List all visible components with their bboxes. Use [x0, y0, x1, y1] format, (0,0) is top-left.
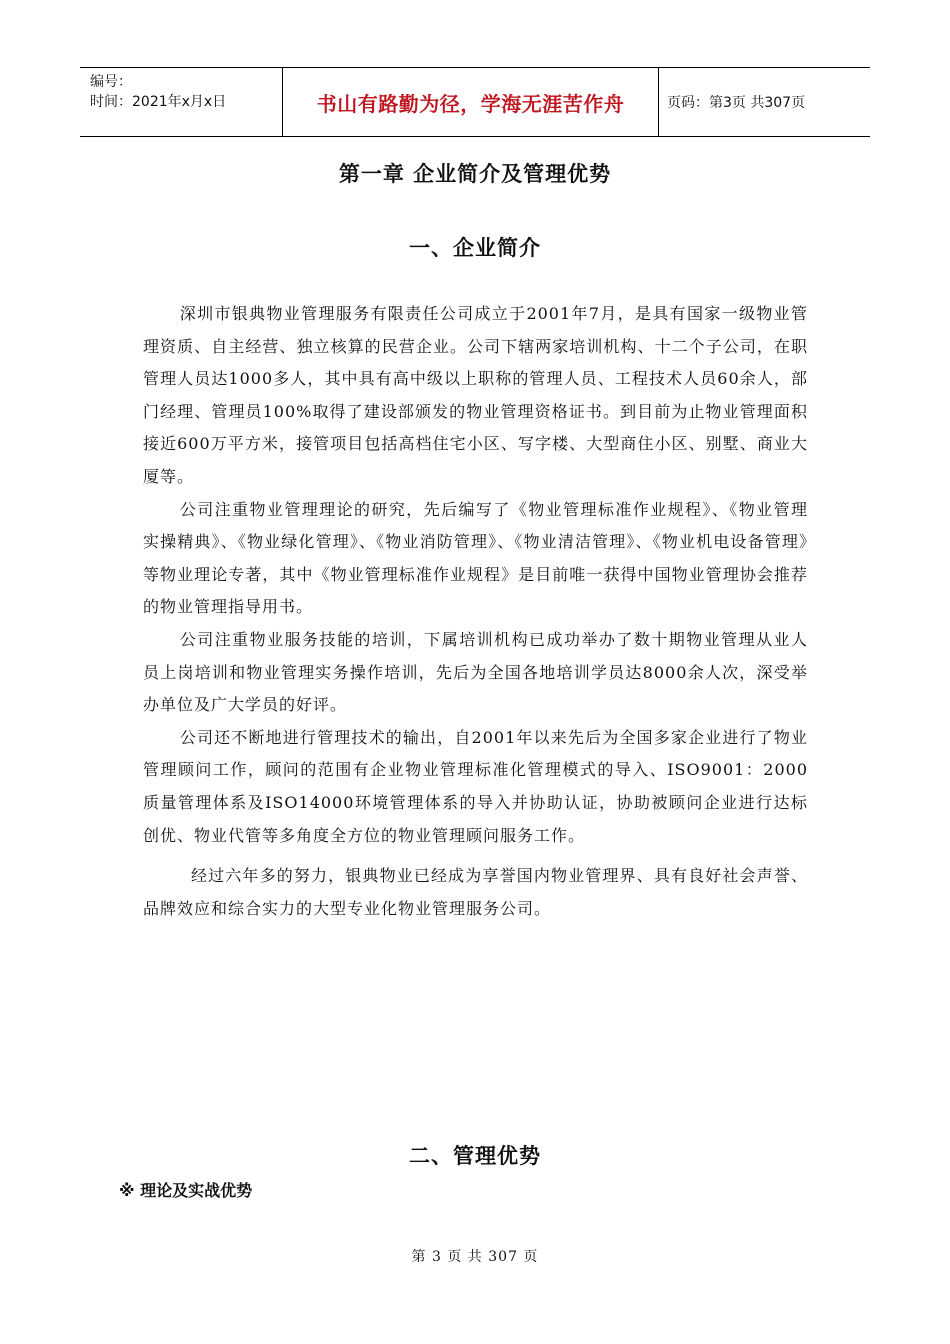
- page-footer: 第 3 页 共 307 页: [411, 1249, 539, 1265]
- paragraph: 公司注重物业管理理论的研究，先后编写了《物业管理标准作业规程》、《物业管理实操精典》、《物业绿化管理》、《物业消防管理》、《物业清洁管理》、《物业机电设备管理》等物业理论专著，其中《物业管理标准作业规程》是目前唯一获得中国物业管理协会推荐的物业管理指导用书。: [143, 499, 808, 617]
- section-title-intro: 一、企业简介: [409, 235, 541, 260]
- paragraph: 公司注重物业服务技能的培训，下属培训机构已成功举办了数十期物业管理从业人员上岗培训和物业管理实务操作培训，先后为全国各地培训学员达8000余人次，深受举办单位及广大学员的好评。: [143, 629, 808, 715]
- paragraph: 经过六年多的努力，银典物业已经成为享誉国内物业管理界、具有良好社会声誉、品牌效应和综合实力的大型专业化物业管理服务公司。: [143, 866, 808, 918]
- document-number-label: 编号：: [90, 74, 132, 90]
- header-motto: 书山有路勤为径，学海无涯苦作舟: [282, 68, 659, 136]
- paragraph: 公司还不断地进行管理技术的输出，自2001年以来先后为全国多家企业进行了物业管理顾问工作，顾问的范围有企业物业管理标准化管理模式的导入、ISO9001：2000质量管理体系及ISO14000环境管理体系的导入并协助认证，协助被顾问企业进行达标创优、物业代管等多角度全方位的物业管理顾问服务工作。: [143, 727, 808, 845]
- subheading: ※ 理论及实战优势: [119, 1181, 253, 1200]
- document-date: 时间：2021年x月x日: [90, 94, 227, 110]
- header-meta: [80, 68, 282, 136]
- chapter-title: 第一章 企业简介及管理优势: [338, 161, 612, 186]
- paragraph: 深圳市银典物业管理服务有限责任公司成立于2001年7月，是具有国家一级物业管理资质、自主经营、独立核算的民营企业。公司下辖两家培训机构、十二个子公司，在职管理人员达1000多人，其中具有高中级以上职称的管理人员、工程技术人员60余人，部门经理、管理员100%取得了建设部颁发的物业管理资格证书。到目前为止物业管理面积接近600万平方米，接管项目包括高档住宅小区、写字楼、大型商住小区、别墅、商业大厦等。: [143, 304, 808, 486]
- page-header: [80, 67, 870, 137]
- header-page-info: 页码：第3页 共307页: [667, 95, 806, 111]
- section-title-advantages: 二、管理优势: [409, 1143, 541, 1168]
- intro-body: [143, 298, 808, 925]
